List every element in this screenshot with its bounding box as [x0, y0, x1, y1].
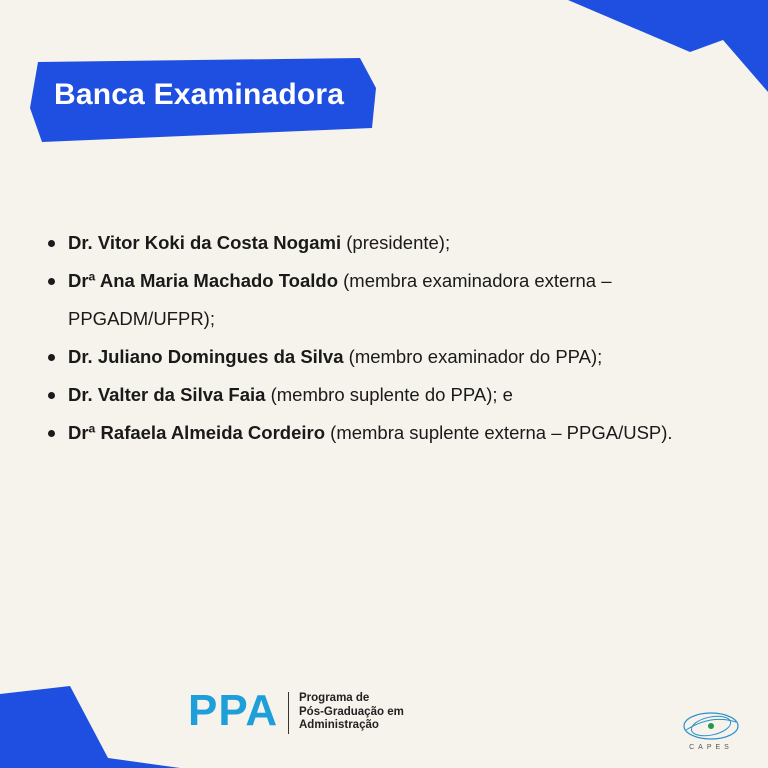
member-name: Drª Ana Maria Machado Toaldo: [68, 270, 338, 291]
program-line: Administração: [299, 719, 379, 731]
corner-decoration-bottom-left: [0, 686, 180, 768]
list-item: [48, 376, 738, 414]
member-name: Dr. Vitor Koki da Costa Nogami: [68, 232, 342, 253]
capes-eye-icon: [680, 708, 742, 744]
list-item: [48, 224, 738, 262]
list-item: [48, 262, 738, 338]
member-name: Dr. Valter da Silva Faia: [68, 384, 266, 405]
program-line: Programa de: [299, 692, 370, 704]
member-role: (membro suplente do PPA); e: [265, 384, 513, 405]
page-title: Banca Examinadora: [54, 78, 345, 111]
member-name: Drª Rafaela Almeida Cordeiro: [68, 422, 326, 443]
logo-divider: [288, 692, 289, 734]
list-item: [48, 414, 738, 452]
capes-label: CAPES: [689, 744, 733, 751]
corner-decoration-top-right: [568, 0, 768, 92]
title-banner: [30, 58, 378, 144]
member-list: [48, 224, 738, 452]
capes-logo: [680, 708, 742, 758]
ppa-logo-text: PPA: [188, 686, 279, 735]
member-role: (presidente);: [341, 232, 451, 253]
program-name: [299, 692, 404, 733]
program-line: Pós-Graduação em: [299, 705, 404, 718]
member-role: (membra examinadora externa – PPGADM/UFPR);: [68, 270, 612, 329]
member-name: Dr. Juliano Domingues da Silva: [68, 346, 344, 367]
list-item: [48, 338, 738, 376]
member-role: (membra suplente externa – PPGA/USP).: [325, 422, 673, 443]
member-role: (membro examinador do PPA);: [343, 346, 603, 367]
